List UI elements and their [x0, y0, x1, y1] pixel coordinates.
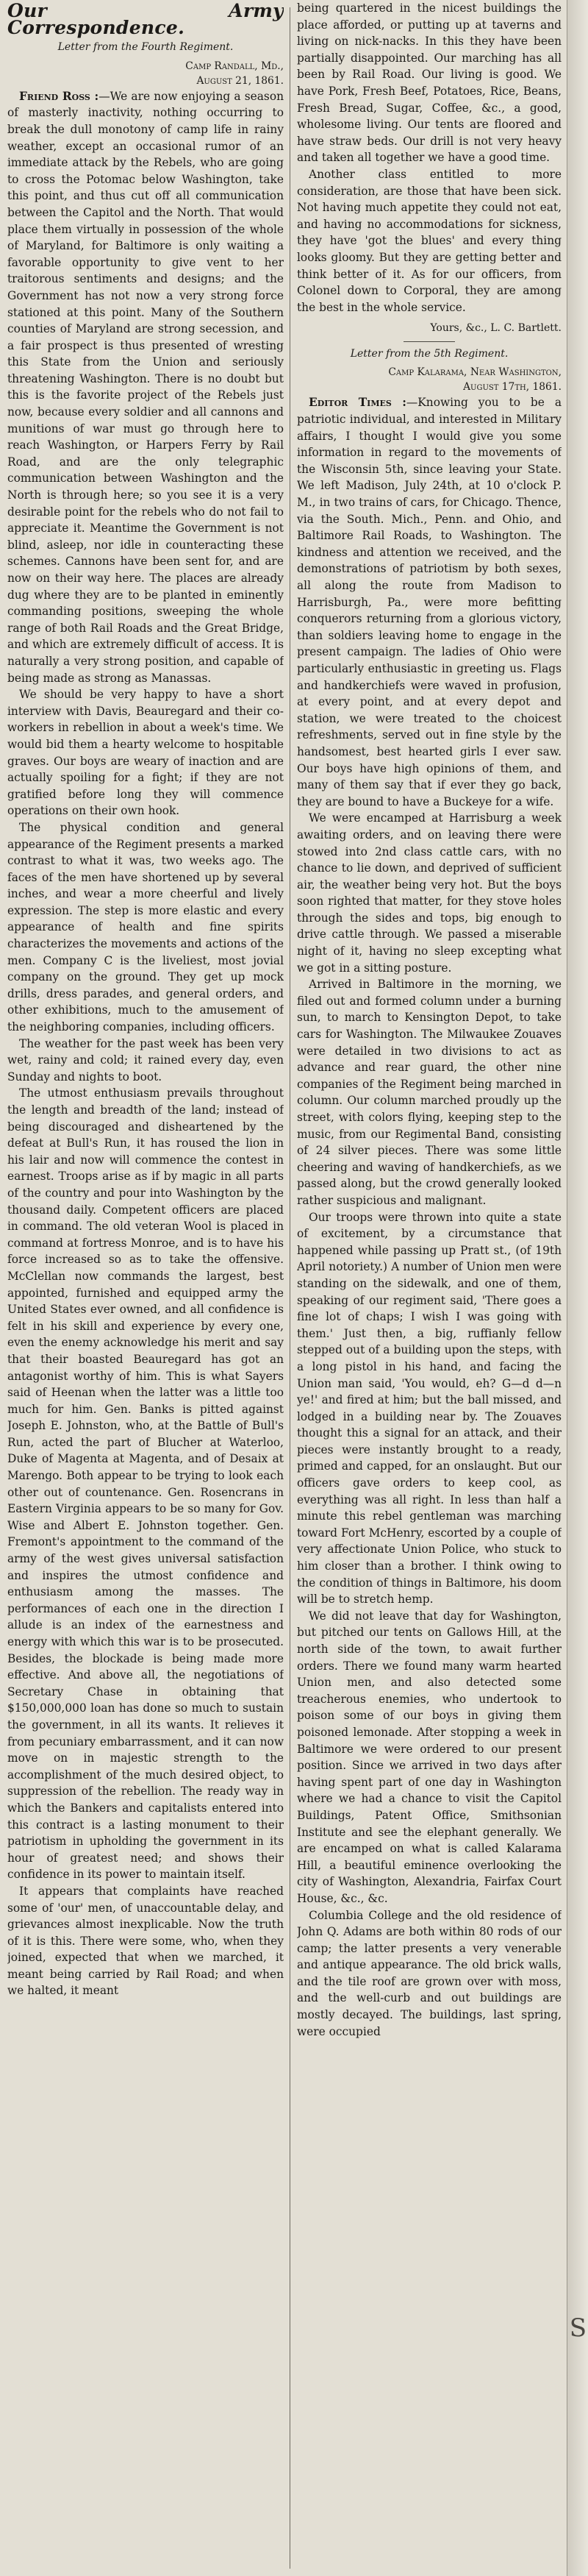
letter2-paragraph: [297, 394, 562, 810]
letter1-paragraph: The physical condition and general appearance of the Regiment presents a marked contrast to what it was, two weeks ago. The faces of the men have shortened up by several inches, and wear a more cheerful and lively expression. The step is more elastic and every appearance of health and fine spirits characterizes the movements and actions of the men. Company C is the liveliest, most jovial company on the ground. They get up mock drills, dress parades, and general orders, and other exhibitions, much to the amusement of the neighboring companies, including officers.: [7, 820, 284, 1034]
letter1-subhead: Letter from the Fourth Regiment.: [57, 41, 234, 54]
letter2-subhead: Letter from the 5th Regiment.: [350, 347, 509, 360]
letter1-paragraph: The weather for the past week has been very wet, rainy and cold; it rained every day, even Sunday and nights to boot.: [7, 1036, 284, 1084]
letter1-salutation: Friend Ross :: [19, 89, 99, 103]
letter2-paragraph: Our troops were thrown into quite a state of excitement, by a circumstance that happened while passing up Pratt st., (of 19th April notoriety.) A number of Union men were standing on the sidewalk, and one of them, speaking of our regiment said, 'There goes a fine lot of chaps; I wish I was going with them.' Just then, a big, ruffianly fellow stepped out of a building upon the steps, with a long pistol in his hand, and facing the Union man said, 'You would, eh? G—d d—n ye!' and fired at him; but the ball missed, and lodged in a building near by. The Zouaves thought this a signal for an attack, and their pieces were instantly brought to a ready, primed and capped, for an onslaught. But our officers gave orders to keep cool, as everything was all right. In less than half a minute this rebel gentleman was marching toward Fort McHenry, escorted by a couple of very affectionate Union Police, who stuck to him closer than a brother. I think owing to the condition of things in Baltimore, his doom will be to stretch hemp.: [297, 1210, 562, 1607]
letter2-paragraph: We were encamped at Harrisburg a week awaiting orders, and on leaving there were stowed into 2nd class cattle cars, with no chance to lie down, and deprived of sufficient air, the weather being very hot. But the boys soon righted that matter, for they stove holes through the sides and tops, big enough to drive cattle through. We passed a miserable night of it, having no sleep excepting what we got in a sitting posture.: [297, 811, 562, 975]
edge-letter: S: [569, 2313, 587, 2343]
letter2-salutation: Editor Times :: [309, 396, 406, 410]
column-left: [7, 0, 284, 2576]
letter1-paragraph: [7, 88, 284, 686]
adjacent-column-edge: [567, 0, 588, 2576]
letter2-dateline-date: August 17th, 1861.: [463, 381, 562, 394]
letter1-paragraph: The utmost enthusiasm prevails throughout the length and breadth of the land; instead of being discouraged and disheartened by the defeat at Bull's Run, it has roused the lion in his lair and now will commence the contest in earnest. Troops arise as if by magic in all parts of the country and pour into Washington by the thousand daily. Competent officers are placed in command. The old veteran Wool is placed in command at fortress Monroe, and is to have his force increased so as to take the offensive. McClellan now commands the largest, best appointed, furnished and equipped army the United States ever owned, and all confidence is felt in his skill and experience by every one, even the enemy acknowledge his merit and say that their boasted Beauregard has got an antagonist worthy of him. This is what Sayers said of Heenan when the latter was a little too much for him. Gen. Banks is pitted against Joseph E. Johnston, who, at the Battle of Bull's Run, acted the part of Blucher at Waterloo, Duke of Magenta at Magenta, and of Desaix at Marengo. Both appear to be trying to look each other out of countenance. Gen. Rosencrans in Eastern Virginia appears to be so many for Gov. Wise and Albert E. Johnston together. Gen. Fremont's appointment to the command of the army of the west gives universal satisfaction and inspires the utmost confidence and enthusiasm among the masses. The performances of each one in the direction I allude is an index of the earnestness and energy with which this war is to be prosecuted. Besides, the blockade is being made more effective. And above all, the negotiations of Secretary Chase in obtaining that $150,000,000 loan has done so much to sustain the government, in all its wants. It relieves it from pecuniary embarrassment, and it can now move on in majestic strength to the accomplishment of the much desired object, to suppression of the rebellion. The ready way in which the Bankers and capitalists entered into this contract is a lasting monument to their patriotism in upholding the government in its hour of greatest need; and shows their confidence in its power to maintain itself.: [7, 1086, 284, 1882]
letter2-paragraph-text: —Knowing you to be a patriotic individual, and interested in Military affairs, I thought I would give you some information in regard to the movements of the Wisconsin 5th, since leaving your State. We left Madison, July 24th, at 10 o'clock P. M., in two trains of cars, for Chicago. Thence, via the South. Mich., Penn. and Ohio, and Baltimore Rail Roads, to Washington. The kindness and attention we received, and the demonstrations of patriotism by both sexes, all along the route from Madison to Harrisburgh, Pa., were more befitting conquerors returning from a glorious victory, than soldiers leaving home to engage in the present campaign. The ladies of Ohio were particularly enthusiastic in greeting us. Flags and handkerchiefs were waved in profusion, at every point, and at every depot and station, we were treated to the choicest refreshments, served out in fine style by the handsomest, best hearted girls I ever saw. Our boys have high opinions of them, and many of them say that if ever they go back, they are bound to have a Buckeye for a wife.: [297, 396, 562, 808]
letter1-continued-paragraph: being quartered in the nicest buildings the place afforded, or putting up at taverns and living on nick-nacks. In this they have been partially disappointed. Our marching has all been by Rail Road. Our living is good. We have Pork, Fresh Beef, Potatoes, Rice, Beans, Fresh Bread, Sugar, Coffee, &c., a good, wholesome living. Our tents are floored and have straw beds. Our drill is not very heavy and taken all together we have a good time.: [297, 1, 562, 165]
letter1-paragraph-text: —We are now enjoying a season of masterly inactivity, nothing occurring to break the dull monotony of camp life in rainy weather, except an occasional rumor of an immediate attack by the Rebels, who are going to cross the Potomac below Washington, take this point, and thus cut off all communication between the Capitol and the North. That would place them virtually in possession of the whole of Maryland, for Baltimore is only waiting a favorable opportunity to give vent to her traitorous sentiments and designs; and the Government has not now a very strong force stationed at this point. Many of the Southern counties of Maryland are strong secession, and a fair prospect is thus presented of wresting this State from the Union and seriously threatening Washington. There is no doubt but this is the favorite project of the Rebels just now, because every soldier and all cannons and munitions of war must go through here to reach Washington, or Harpers Ferry by Rail Road, and are the only telegraphic communication between Washington and the North is through here; so you see it is a very desirable point for the rebels who do not fail to appreciate it. Meantime the Government is not blind, asleep, nor idle in counteracting these schemes. Cannons have been sent for, and are now on their way here. The places are already dug where they are to be planted in eminently commanding positions, sweeping the whole range of both Rail Roads and the Great Bridge, and which are extremely difficult of access. It is naturally a very strong position, and capable of being made as strong as Manassas.: [7, 89, 284, 685]
letter1-paragraph: It appears that complaints have reached some of 'our' men, of unaccountable delay, and grievances almost inexplicable. Now the truth of it is this. There were some, who, when they joined, expected that when we marched, it meant being carried by Rail Road; and when we halted, it meant: [7, 1884, 284, 1998]
letter1-dateline-date: August 21, 1861.: [196, 74, 284, 87]
letter2-paragraph: Arrived in Baltimore in the morning, we filed out and formed column under a burning sun, to march to Kensington Depot, to take cars for Washington. The Milwaukee Zouaves were detailed in two divisions to act as advance and rear guard, the other nine companies of the Regiment being marched in column. Our column marched proudly up the street, with colors flying, keeping step to the music, from our Regimental Band, consisting of 24 silver pieces. There was some little cheering and waving of handkerchiefs, as we passed along, but the crowd generally looked rather suspicious and malignant.: [297, 978, 562, 1207]
letter1-paragraph: We should be very happy to have a short interview with Davis, Beauregard and their co-workers in rebellion in about a week's time. We would bid them a hearty welcome to hospitable graves. Our boys are weary of inaction and are actually spoiling for a fight; if they are not gratified before long they will commence operations on their own hook.: [7, 688, 284, 818]
masthead: Our Army Correspondence.: [7, 0, 284, 38]
section-rule: [404, 341, 455, 342]
column-right: [297, 0, 562, 2576]
letter2-paragraph: Columbia College and the old residence of John Q. Adams are both within 80 rods of our camp; the latter presents a very venerable and antique appearance. The old brick walls, and the tile roof are grown over with moss, and the well-curb and out buildings are mostly decayed. The buildings, last spring, were occupied: [297, 1908, 562, 2038]
letter1-dateline-place: Camp Randall, Md.,: [185, 60, 284, 72]
letter2-dateline-place: Camp Kalarama, Near Washington,: [388, 366, 562, 379]
letter1-continued-paragraph: Another class entitled to more consideration, are those that have been sick. Not having much appetite they could not eat, and having no accommodations for sickness, they have 'got the blues' and every thing looks gloomy. But they are getting better and think better of it. As for our officers, from Colonel down to Corporal, they are among the best in the whole service.: [297, 167, 562, 314]
letter1-signature: Yours, &c., L. C. Bartlett.: [430, 322, 562, 335]
letter2-paragraph: We did not leave that day for Washington, but pitched our tents on Gallows Hill, at the north side of the town, to await further orders. There we found many warm hearted Union men, and also detected some treacherous enemies, who undertook to poison some of our boys in giving them poisoned lemonade. After stopping a week in Baltimore we were ordered to our present position. Since we arrived in two days after having spent part of one day in Washington where we had a chance to visit the Capitol Buildings, Patent Office, Smithsonian Institute and see the elephant generally. We are encamped on what is called Kalarama Hill, a beautiful eminence overlooking the city of Washington, Alexandria, Fairfax Court House, &c., &c.: [297, 1609, 562, 1905]
